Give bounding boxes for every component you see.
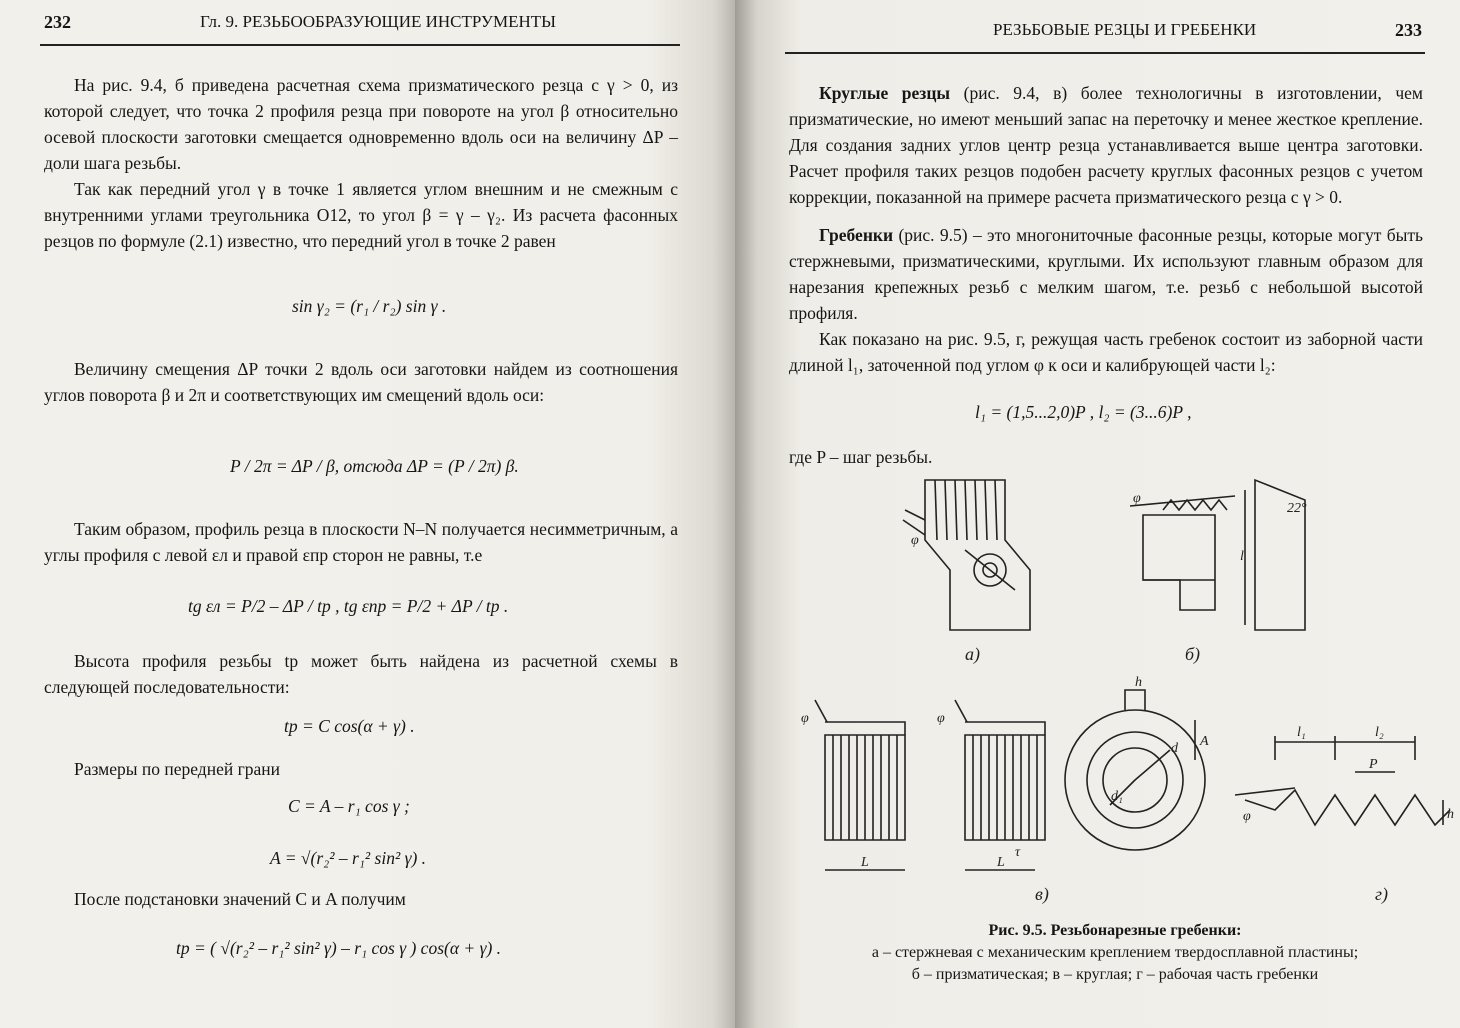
- right-page: [735, 0, 1460, 1028]
- right-paragraph-2: Гребенки (рис. 9.5) – это многониточные фасонные резцы, которые могут быть стержневыми, призматическими, круглыми. Их используют главным образом для нарезания крепежных резьб с мелким шагом, т.е. резьб с небольшой высотой профиля.: [789, 225, 1423, 323]
- label-L-v1: L: [861, 855, 869, 870]
- figure-a-rod-chaser: [903, 480, 1030, 665]
- label-h-g: h: [1447, 807, 1454, 822]
- label-h-v: h: [1135, 675, 1142, 690]
- label-l2: l₂: [1375, 725, 1384, 740]
- label-l1: l₁: [1297, 725, 1306, 740]
- caption-line-2: б – призматическая; в – круглая; г – рабочая часть гребенки: [911, 966, 1319, 983]
- label-P: P: [1369, 757, 1378, 772]
- formula-delta-p: P / 2π = ΔP / β, отсюда ΔP = (P / 2π) β.: [230, 456, 519, 476]
- label-g: г): [1375, 884, 1389, 904]
- right-paragraph-3: Как показано на рис. 9.5, г, режущая часть гребенок состоит из заборной части длиной l₁, заточенной под углом φ к оси и калибрующей части l₂:: [789, 329, 1423, 375]
- left-paragraph-4: Таким образом, профиль резца в плоскости N–N получается несимметричным, а углы профиля с левой εл и правой εпр сторон не равны, т.е: [44, 519, 678, 565]
- right-header-rule: [785, 52, 1425, 54]
- left-running-header: Гл. 9. РЕЗЬБООБРАЗУЮЩИЕ ИНСТРУМЕНТЫ: [200, 12, 556, 31]
- label-A: A: [1200, 734, 1209, 749]
- formula-tg-epsilon: tg εл = P/2 – ΔP / tp , tg εпр = P/2 + ΔP / tp .: [188, 596, 509, 616]
- right-page-number: 233: [1395, 20, 1422, 40]
- label-d: d: [1171, 741, 1178, 756]
- label-phi-a: φ: [911, 533, 919, 548]
- figure-v-round-chasers: [801, 675, 1209, 905]
- caption-title: Рис. 9.5. Резьбонарезные гребенки:: [988, 922, 1242, 939]
- formula-a: A = √(r₂² – r₁² sin² γ) .: [270, 848, 427, 868]
- left-paragraph-2: Так как передний угол γ в точке 1 является углом внешним и не смежным с внутренними углами треугольника O12, то угол β = γ – γ₂. Из расчета фасонных резцов по формуле (2.1) известно, что передний угол в точке 2 равен: [44, 179, 678, 251]
- formula-sin-gamma2: sin γ₂ = (r₁ / r₂) sin γ .: [292, 296, 447, 316]
- label-l-b: l: [1240, 549, 1244, 564]
- left-page-number: 232: [44, 12, 71, 32]
- label-tau: τ: [1015, 845, 1021, 860]
- figure-b-prismatic-chaser: [1130, 480, 1307, 665]
- label-v: в): [1035, 884, 1049, 904]
- term-chasers: Гребенки: [819, 225, 894, 245]
- left-header-rule: [40, 44, 680, 46]
- label-a: а): [965, 644, 980, 664]
- figure-g-working-part: [1235, 725, 1454, 905]
- figure-caption: [775, 920, 1455, 986]
- label-L-v2: L: [997, 855, 1005, 870]
- label-phi-v2: φ: [937, 711, 945, 726]
- right-paragraph-1: Круглые резцы (рис. 9.4, в) более технологичны в изготовлении, чем призматические, но имеют меньший запас на переточку и менее жесткое крепление. Для создания задних углов центр резца устанавливается выше центра заготовки. Расчет профиля таких резцов подобен расчету круглых фасонных резцов с учетом коррекции, показанной на примере расчета призматического резца с γ > 0.: [789, 83, 1423, 207]
- right-running-header: РЕЗЬБОВЫЕ РЕЗЦЫ И ГРЕБЕНКИ: [993, 20, 1257, 39]
- label-phi-g: φ: [1243, 809, 1251, 824]
- label-angle-22: 22°: [1287, 501, 1307, 516]
- formula-l1-l2: l₁ = (1,5...2,0)P , l₂ = (3...6)P ,: [975, 402, 1192, 422]
- label-d1: d₁: [1111, 789, 1123, 804]
- label-phi-v1: φ: [801, 711, 809, 726]
- label-phi-b: φ: [1133, 491, 1141, 506]
- caption-line-1: а – стержневая с механическим креплением твердосплавной пластины;: [871, 944, 1359, 961]
- label-b: б): [1185, 644, 1201, 664]
- left-paragraph-6: Размеры по передней грани: [74, 759, 281, 779]
- left-paragraph-5: Высота профиля резьбы tp может быть найдена из расчетной схемы в следующей последовательности:: [44, 651, 678, 697]
- figure-9-5: [775, 460, 1455, 920]
- term-round-cutters: Круглые резцы: [819, 83, 951, 103]
- left-paragraph-7: После подстановки значений C и A получим: [74, 889, 406, 909]
- formula-tp: tp = C cos(α + γ) .: [284, 716, 415, 736]
- formula-tp-full: tp = ( √(r₂² – r₁² sin² γ) – r₁ cos γ ) cos(α + γ) .: [176, 938, 502, 958]
- formula-c: C = A – r₁ cos γ ;: [288, 796, 410, 816]
- left-paragraph-3: Величину смещения ΔP точки 2 вдоль оси заготовки найдем из соотношения углов поворота β и 2π и соответствующих им смещений вдоль оси:: [44, 359, 678, 405]
- left-paragraph-1: На рис. 9.4, б приведена расчетная схема призматического резца с γ > 0, из которой следует, что точка 2 профиля резца при повороте на угол β относительно осевой плоскости заготовки смещается одновременно вдоль оси на величину ΔP – доли шага резьбы.: [44, 75, 678, 173]
- right-paragraph-4: где P – шаг резьбы.: [789, 447, 933, 467]
